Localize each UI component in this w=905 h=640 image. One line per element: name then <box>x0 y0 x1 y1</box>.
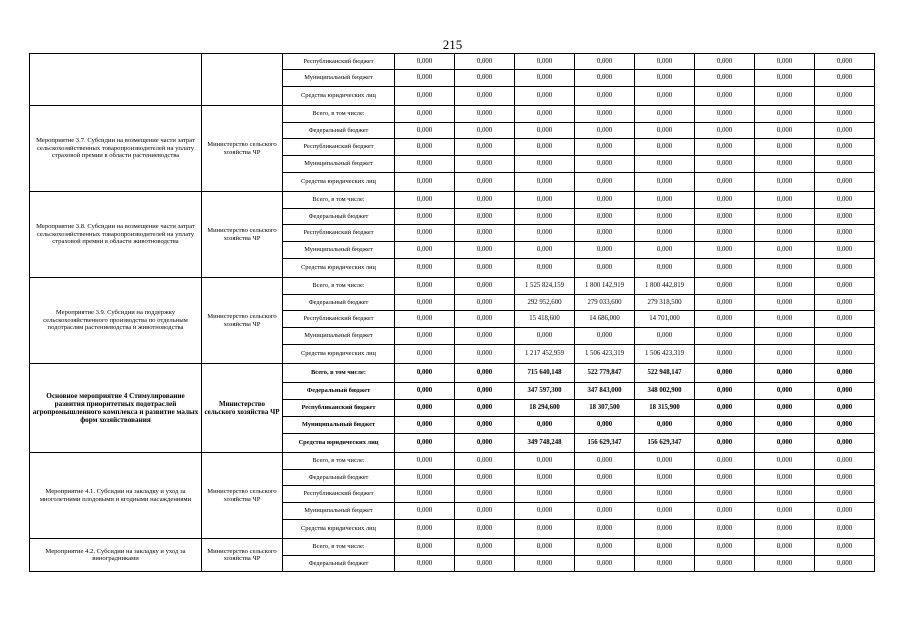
amount-cell: 0,000 <box>815 225 875 242</box>
amount-cell: 0,000 <box>695 259 755 278</box>
amount-cell: 0,000 <box>515 209 575 225</box>
amount-cell: 0,000 <box>575 139 635 156</box>
amount-cell: 0,000 <box>575 328 635 345</box>
amount-cell: 0,000 <box>755 556 815 572</box>
amount-cell: 0,000 <box>755 434 815 453</box>
funding-source: Средства юридических лиц <box>283 345 395 364</box>
amount-cell: 0,000 <box>695 383 755 400</box>
table-row <box>30 54 875 70</box>
amount-cell: 0,000 <box>815 54 875 70</box>
funding-source: Муниципальный бюджет <box>283 417 395 434</box>
responsible-executor: Министерство сельского хозяйства ЧР <box>202 278 283 364</box>
amount-cell: 0,000 <box>515 173 575 192</box>
amount-cell: 0,000 <box>755 364 815 383</box>
measure-name: Мероприятие 3.8. Субсидии на возмещение части затрат сельскохозяйственных товаропроизводителей на уплату страховой премии в области животноводства <box>30 192 202 278</box>
amount-cell: 0,000 <box>755 70 815 87</box>
amount-cell: 0,000 <box>575 556 635 572</box>
amount-cell: 0,000 <box>815 139 875 156</box>
amount-cell: 0,000 <box>575 453 635 470</box>
amount-cell: 0,000 <box>455 295 515 311</box>
amount-cell: 0,000 <box>515 242 575 259</box>
amount-cell: 0,000 <box>455 539 515 556</box>
amount-cell: 0,000 <box>455 503 515 520</box>
amount-cell: 0,000 <box>575 520 635 539</box>
amount-cell: 0,000 <box>815 123 875 139</box>
amount-cell: 0,000 <box>395 383 455 400</box>
funding-source: Средства юридических лиц <box>283 434 395 453</box>
amount-cell: 292 952,600 <box>515 295 575 311</box>
amount-cell: 0,000 <box>755 156 815 173</box>
amount-cell: 0,000 <box>695 209 755 225</box>
amount-cell: 0,000 <box>515 539 575 556</box>
funding-source: Всего, в том числе: <box>283 364 395 383</box>
amount-cell: 0,000 <box>815 173 875 192</box>
amount-cell: 0,000 <box>455 70 515 87</box>
amount-cell: 0,000 <box>575 486 635 503</box>
amount-cell: 0,000 <box>395 400 455 417</box>
amount-cell: 0,000 <box>455 434 515 453</box>
amount-cell: 0,000 <box>635 173 695 192</box>
amount-cell: 0,000 <box>755 123 815 139</box>
amount-cell: 0,000 <box>815 106 875 123</box>
amount-cell: 156 629,347 <box>635 434 695 453</box>
responsible-executor: Министерство сельского хозяйства ЧР <box>202 106 283 192</box>
amount-cell: 0,000 <box>575 173 635 192</box>
amount-cell: 0,000 <box>755 539 815 556</box>
amount-cell: 0,000 <box>815 364 875 383</box>
measure-name: Основное мероприятие 4 Стимулирование развития приоритетных подотраслей агропромышленного комплекса и развитие малых форм хозяйствования <box>30 364 202 453</box>
amount-cell: 0,000 <box>635 242 695 259</box>
amount-cell: 0,000 <box>455 364 515 383</box>
amount-cell: 0,000 <box>455 383 515 400</box>
amount-cell: 0,000 <box>515 192 575 209</box>
amount-cell: 0,000 <box>635 453 695 470</box>
funding-source: Муниципальный бюджет <box>283 503 395 520</box>
amount-cell: 0,000 <box>515 503 575 520</box>
amount-cell: 14 686,000 <box>575 311 635 328</box>
amount-cell: 0,000 <box>575 123 635 139</box>
amount-cell: 0,000 <box>515 156 575 173</box>
amount-cell: 0,000 <box>815 192 875 209</box>
amount-cell: 0,000 <box>635 520 695 539</box>
amount-cell: 0,000 <box>455 87 515 106</box>
amount-cell: 0,000 <box>635 556 695 572</box>
amount-cell: 0,000 <box>395 106 455 123</box>
amount-cell: 0,000 <box>755 345 815 364</box>
amount-cell: 0,000 <box>815 520 875 539</box>
amount-cell: 0,000 <box>755 311 815 328</box>
amount-cell: 0,000 <box>395 486 455 503</box>
amount-cell: 0,000 <box>695 225 755 242</box>
responsible-executor: Министерство сельского хозяйства ЧР <box>202 192 283 278</box>
amount-cell: 0,000 <box>515 106 575 123</box>
amount-cell: 1 800 442,819 <box>635 278 695 295</box>
amount-cell: 1 506 423,319 <box>635 345 695 364</box>
amount-cell: 0,000 <box>755 486 815 503</box>
amount-cell: 0,000 <box>755 192 815 209</box>
amount-cell: 0,000 <box>515 556 575 572</box>
amount-cell: 0,000 <box>635 328 695 345</box>
amount-cell: 0,000 <box>635 139 695 156</box>
amount-cell: 0,000 <box>455 192 515 209</box>
amount-cell: 0,000 <box>515 259 575 278</box>
amount-cell: 0,000 <box>755 520 815 539</box>
responsible-executor <box>202 54 283 106</box>
funding-source: Средства юридических лиц <box>283 259 395 278</box>
amount-cell: 0,000 <box>695 503 755 520</box>
amount-cell: 0,000 <box>515 486 575 503</box>
amount-cell: 0,000 <box>695 400 755 417</box>
table-row <box>30 106 875 123</box>
amount-cell: 0,000 <box>695 486 755 503</box>
measure-name: Мероприятие 4.2. Субсидии на закладку и уход за виноградниками <box>30 539 202 572</box>
amount-cell: 349 748,248 <box>515 434 575 453</box>
amount-cell: 0,000 <box>395 295 455 311</box>
amount-cell: 0,000 <box>575 209 635 225</box>
table-row <box>30 364 875 383</box>
amount-cell: 0,000 <box>455 259 515 278</box>
amount-cell: 347 597,300 <box>515 383 575 400</box>
amount-cell: 0,000 <box>515 453 575 470</box>
responsible-executor: Министерство сельского хозяйства ЧР <box>202 364 283 453</box>
amount-cell: 0,000 <box>695 123 755 139</box>
amount-cell: 0,000 <box>755 242 815 259</box>
amount-cell: 0,000 <box>515 70 575 87</box>
amount-cell: 0,000 <box>815 470 875 486</box>
amount-cell: 0,000 <box>755 225 815 242</box>
table-row <box>30 192 875 209</box>
amount-cell: 0,000 <box>395 278 455 295</box>
amount-cell: 0,000 <box>755 383 815 400</box>
amount-cell: 0,000 <box>755 259 815 278</box>
amount-cell: 0,000 <box>575 225 635 242</box>
funding-source: Республиканский бюджет <box>283 486 395 503</box>
amount-cell: 0,000 <box>815 400 875 417</box>
amount-cell: 0,000 <box>455 328 515 345</box>
funding-source: Муниципальный бюджет <box>283 328 395 345</box>
amount-cell: 0,000 <box>755 209 815 225</box>
amount-cell: 18 315,900 <box>635 400 695 417</box>
amount-cell: 1 506 423,319 <box>575 345 635 364</box>
funding-source: Федеральный бюджет <box>283 383 395 400</box>
amount-cell: 0,000 <box>515 87 575 106</box>
amount-cell: 0,000 <box>455 311 515 328</box>
amount-cell: 0,000 <box>815 70 875 87</box>
budget-table <box>29 53 875 572</box>
amount-cell: 0,000 <box>515 54 575 70</box>
amount-cell: 0,000 <box>455 123 515 139</box>
amount-cell: 0,000 <box>575 156 635 173</box>
amount-cell: 715 640,148 <box>515 364 575 383</box>
amount-cell: 0,000 <box>455 400 515 417</box>
funding-source: Муниципальный бюджет <box>283 156 395 173</box>
funding-source: Федеральный бюджет <box>283 556 395 572</box>
amount-cell: 0,000 <box>395 70 455 87</box>
amount-cell: 0,000 <box>395 123 455 139</box>
amount-cell: 15 418,600 <box>515 311 575 328</box>
amount-cell: 0,000 <box>395 453 455 470</box>
funding-source: Республиканский бюджет <box>283 225 395 242</box>
amount-cell: 0,000 <box>515 417 575 434</box>
amount-cell: 0,000 <box>455 345 515 364</box>
amount-cell: 0,000 <box>695 520 755 539</box>
amount-cell: 0,000 <box>635 192 695 209</box>
amount-cell: 0,000 <box>755 173 815 192</box>
funding-source: Муниципальный бюджет <box>283 70 395 87</box>
amount-cell: 0,000 <box>815 259 875 278</box>
responsible-executor: Министерство сельского хозяйства ЧР <box>202 453 283 539</box>
amount-cell: 0,000 <box>755 106 815 123</box>
measure-name: Мероприятие 3.7. Субсидии на возмещение части затрат сельскохозяйственных товаропроизводителей на уплату страховой премии в области растениеводства <box>30 106 202 192</box>
amount-cell: 0,000 <box>755 400 815 417</box>
funding-source: Средства юридических лиц <box>283 520 395 539</box>
amount-cell: 0,000 <box>455 209 515 225</box>
amount-cell: 0,000 <box>575 242 635 259</box>
amount-cell: 0,000 <box>695 364 755 383</box>
amount-cell: 0,000 <box>755 453 815 470</box>
funding-source: Всего, в том числе: <box>283 539 395 556</box>
amount-cell: 522 948,147 <box>635 364 695 383</box>
table-row <box>30 453 875 470</box>
amount-cell: 0,000 <box>455 278 515 295</box>
amount-cell: 0,000 <box>395 345 455 364</box>
amount-cell: 0,000 <box>575 54 635 70</box>
funding-source: Всего, в том числе: <box>283 192 395 209</box>
amount-cell: 0,000 <box>395 87 455 106</box>
amount-cell: 0,000 <box>515 470 575 486</box>
amount-cell: 0,000 <box>455 156 515 173</box>
amount-cell: 0,000 <box>455 242 515 259</box>
amount-cell: 0,000 <box>455 470 515 486</box>
funding-source: Средства юридических лиц <box>283 173 395 192</box>
amount-cell: 0,000 <box>575 259 635 278</box>
amount-cell: 0,000 <box>455 106 515 123</box>
amount-cell: 0,000 <box>635 209 695 225</box>
amount-cell: 0,000 <box>695 54 755 70</box>
amount-cell: 0,000 <box>575 192 635 209</box>
funding-source: Всего, в том числе: <box>283 106 395 123</box>
amount-cell: 0,000 <box>395 192 455 209</box>
amount-cell: 0,000 <box>395 417 455 434</box>
amount-cell: 0,000 <box>515 520 575 539</box>
amount-cell: 0,000 <box>695 278 755 295</box>
responsible-executor: Министерство сельского хозяйства ЧР <box>202 539 283 572</box>
amount-cell: 0,000 <box>635 123 695 139</box>
amount-cell: 0,000 <box>575 539 635 556</box>
amount-cell: 0,000 <box>695 173 755 192</box>
amount-cell: 0,000 <box>395 364 455 383</box>
amount-cell: 348 002,900 <box>635 383 695 400</box>
amount-cell: 279 318,500 <box>635 295 695 311</box>
amount-cell: 0,000 <box>455 556 515 572</box>
amount-cell: 0,000 <box>515 225 575 242</box>
amount-cell: 0,000 <box>515 139 575 156</box>
amount-cell: 0,000 <box>635 539 695 556</box>
amount-cell: 0,000 <box>755 278 815 295</box>
funding-source: Всего, в том числе: <box>283 278 395 295</box>
amount-cell: 0,000 <box>815 556 875 572</box>
amount-cell: 0,000 <box>455 520 515 539</box>
amount-cell: 0,000 <box>515 123 575 139</box>
amount-cell: 0,000 <box>695 434 755 453</box>
table-row <box>30 278 875 295</box>
amount-cell: 0,000 <box>695 295 755 311</box>
amount-cell: 0,000 <box>695 328 755 345</box>
amount-cell: 0,000 <box>695 192 755 209</box>
amount-cell: 0,000 <box>635 503 695 520</box>
amount-cell: 0,000 <box>815 383 875 400</box>
amount-cell: 0,000 <box>815 311 875 328</box>
amount-cell: 0,000 <box>755 295 815 311</box>
amount-cell: 0,000 <box>395 54 455 70</box>
amount-cell: 0,000 <box>755 417 815 434</box>
amount-cell: 0,000 <box>455 225 515 242</box>
amount-cell: 0,000 <box>455 54 515 70</box>
amount-cell: 0,000 <box>695 470 755 486</box>
amount-cell: 0,000 <box>815 345 875 364</box>
amount-cell: 0,000 <box>635 156 695 173</box>
amount-cell: 0,000 <box>635 486 695 503</box>
measure-name: Мероприятие 4.1. Субсидии на закладку и уход за многолетними плодовыми и ягодными насаждениями <box>30 453 202 539</box>
amount-cell: 0,000 <box>395 173 455 192</box>
amount-cell: 0,000 <box>755 54 815 70</box>
amount-cell: 0,000 <box>815 503 875 520</box>
amount-cell: 0,000 <box>695 539 755 556</box>
funding-source: Федеральный бюджет <box>283 209 395 225</box>
amount-cell: 0,000 <box>815 486 875 503</box>
amount-cell: 0,000 <box>755 503 815 520</box>
page-number: 215 <box>442 37 463 52</box>
amount-cell: 18 294,600 <box>515 400 575 417</box>
amount-cell: 0,000 <box>395 520 455 539</box>
amount-cell: 0,000 <box>815 156 875 173</box>
amount-cell: 0,000 <box>575 70 635 87</box>
amount-cell: 279 033,600 <box>575 295 635 311</box>
amount-cell: 0,000 <box>635 87 695 106</box>
amount-cell: 0,000 <box>455 453 515 470</box>
amount-cell: 0,000 <box>635 417 695 434</box>
amount-cell: 0,000 <box>695 156 755 173</box>
amount-cell: 0,000 <box>755 470 815 486</box>
amount-cell: 1 217 452,959 <box>515 345 575 364</box>
amount-cell: 0,000 <box>695 311 755 328</box>
measure-name <box>30 54 202 106</box>
amount-cell: 0,000 <box>575 87 635 106</box>
amount-cell: 522 779,847 <box>575 364 635 383</box>
amount-cell: 0,000 <box>395 225 455 242</box>
funding-source: Федеральный бюджет <box>283 123 395 139</box>
funding-source: Республиканский бюджет <box>283 311 395 328</box>
amount-cell: 0,000 <box>395 259 455 278</box>
amount-cell: 0,000 <box>695 556 755 572</box>
measure-name: Мероприятие 3.9. Субсидии на поддержку сельскохозяйственного производства по отдельным подотраслям растениеводства и животноводства <box>30 278 202 364</box>
amount-cell: 156 629,347 <box>575 434 635 453</box>
amount-cell: 14 701,000 <box>635 311 695 328</box>
amount-cell: 347 843,000 <box>575 383 635 400</box>
amount-cell: 0,000 <box>575 503 635 520</box>
funding-source: Муниципальный бюджет <box>283 242 395 259</box>
amount-cell: 0,000 <box>815 209 875 225</box>
amount-cell: 0,000 <box>815 453 875 470</box>
amount-cell: 0,000 <box>395 139 455 156</box>
funding-source: Федеральный бюджет <box>283 470 395 486</box>
amount-cell: 1 800 142,919 <box>575 278 635 295</box>
funding-source: Средства юридических лиц <box>283 87 395 106</box>
amount-cell: 0,000 <box>395 503 455 520</box>
amount-cell: 0,000 <box>395 434 455 453</box>
amount-cell: 1 525 824,159 <box>515 278 575 295</box>
amount-cell: 0,000 <box>815 539 875 556</box>
amount-cell: 0,000 <box>695 87 755 106</box>
amount-cell: 0,000 <box>395 328 455 345</box>
amount-cell: 0,000 <box>455 139 515 156</box>
amount-cell: 0,000 <box>755 328 815 345</box>
amount-cell: 0,000 <box>815 278 875 295</box>
amount-cell: 0,000 <box>455 417 515 434</box>
funding-source: Республиканский бюджет <box>283 400 395 417</box>
amount-cell: 0,000 <box>635 225 695 242</box>
amount-cell: 0,000 <box>395 470 455 486</box>
amount-cell: 0,000 <box>815 295 875 311</box>
amount-cell: 0,000 <box>695 453 755 470</box>
amount-cell: 0,000 <box>575 106 635 123</box>
amount-cell: 0,000 <box>815 242 875 259</box>
funding-source: Всего, в том числе: <box>283 453 395 470</box>
amount-cell: 0,000 <box>695 242 755 259</box>
amount-cell: 0,000 <box>395 156 455 173</box>
amount-cell: 0,000 <box>575 417 635 434</box>
amount-cell: 0,000 <box>395 311 455 328</box>
amount-cell: 0,000 <box>395 209 455 225</box>
amount-cell: 0,000 <box>455 486 515 503</box>
amount-cell: 0,000 <box>695 417 755 434</box>
amount-cell: 0,000 <box>695 70 755 87</box>
amount-cell: 0,000 <box>695 139 755 156</box>
amount-cell: 0,000 <box>815 417 875 434</box>
amount-cell: 0,000 <box>635 259 695 278</box>
amount-cell: 0,000 <box>635 70 695 87</box>
amount-cell: 0,000 <box>635 54 695 70</box>
table-row <box>30 539 875 556</box>
funding-source: Федеральный бюджет <box>283 295 395 311</box>
amount-cell: 0,000 <box>395 556 455 572</box>
funding-source: Республиканский бюджет <box>283 54 395 70</box>
amount-cell: 0,000 <box>755 87 815 106</box>
amount-cell: 0,000 <box>755 139 815 156</box>
amount-cell: 0,000 <box>695 345 755 364</box>
amount-cell: 0,000 <box>395 242 455 259</box>
amount-cell: 0,000 <box>575 470 635 486</box>
amount-cell: 0,000 <box>455 173 515 192</box>
amount-cell: 0,000 <box>635 470 695 486</box>
amount-cell: 18 307,500 <box>575 400 635 417</box>
amount-cell: 0,000 <box>815 87 875 106</box>
funding-source: Республиканский бюджет <box>283 139 395 156</box>
amount-cell: 0,000 <box>395 539 455 556</box>
amount-cell: 0,000 <box>815 434 875 453</box>
amount-cell: 0,000 <box>695 106 755 123</box>
amount-cell: 0,000 <box>515 328 575 345</box>
amount-cell: 0,000 <box>815 328 875 345</box>
amount-cell: 0,000 <box>635 106 695 123</box>
